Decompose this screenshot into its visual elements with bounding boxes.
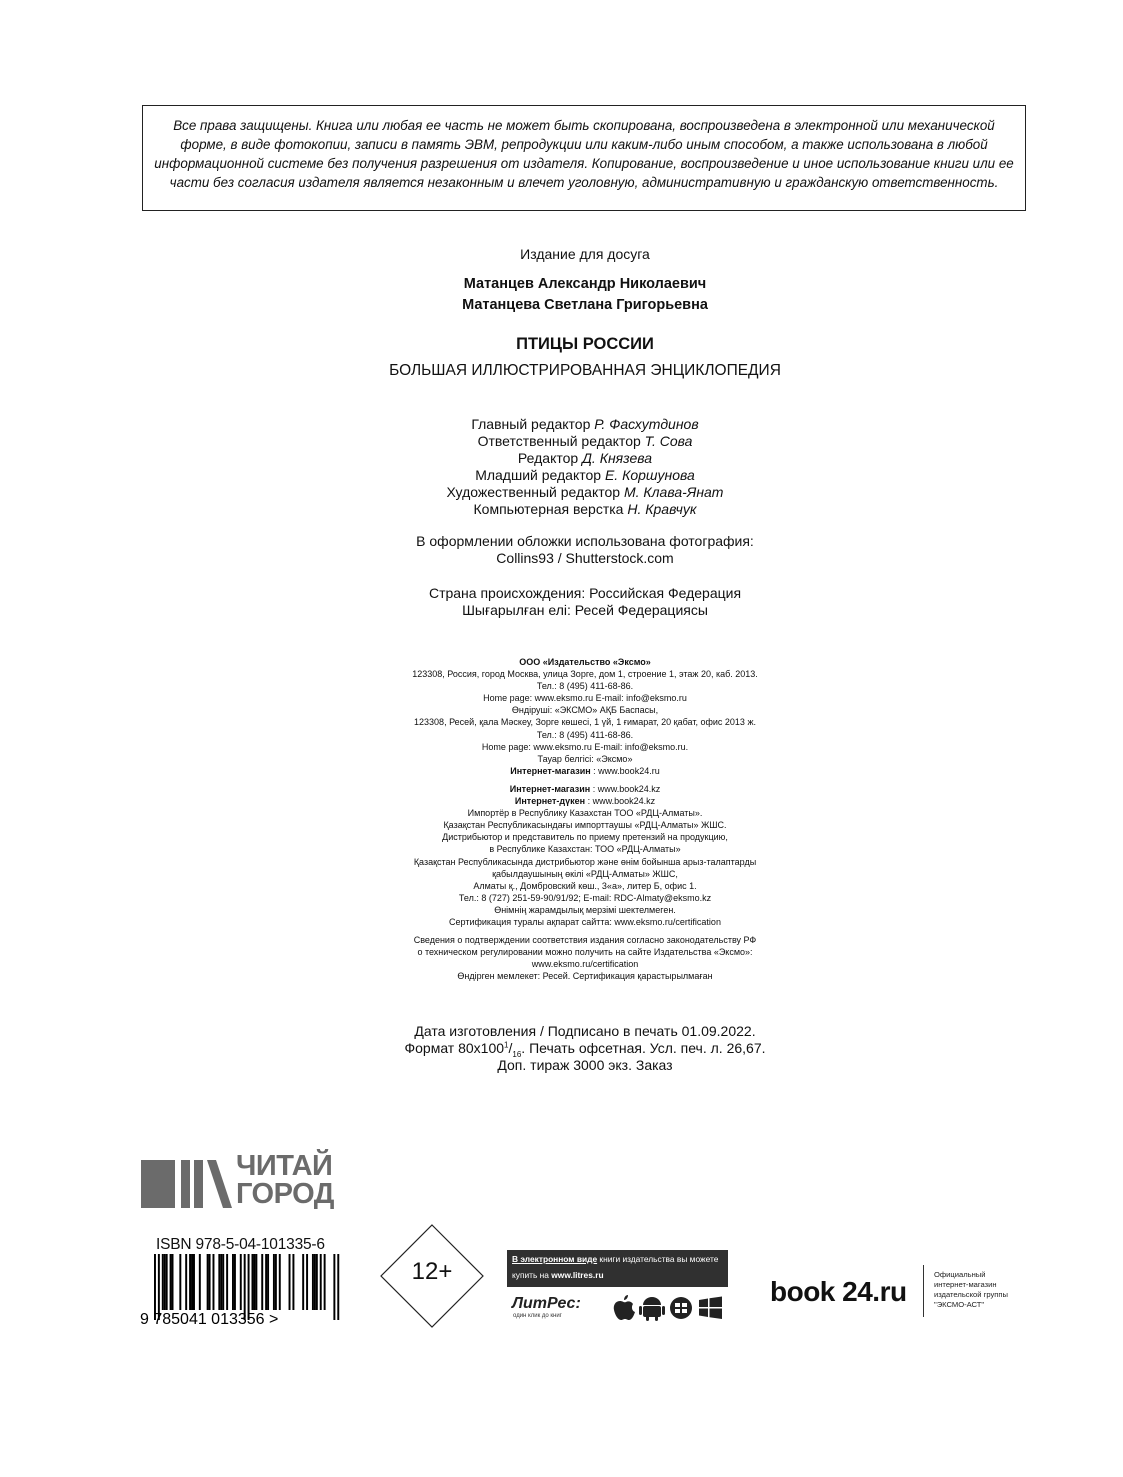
- barcode-bar: [289, 1254, 291, 1310]
- barcode-bar: [220, 1254, 222, 1310]
- barcode-bar: [275, 1254, 277, 1310]
- barcode-bar: [255, 1254, 257, 1310]
- barcode-bar: [222, 1254, 224, 1310]
- barcode-bar: [252, 1254, 254, 1310]
- editor-line: Художественный редактор М. Клава-Янат: [446, 484, 724, 500]
- print-info: Дата изготовления / Подписано в печать 01.09.2022. Формат $80х100^1/_{16}$. Печать офсетная. Усл. печ. л. 26,67. Доп. тираж 3000 экз. Заказ: [404, 1023, 766, 1073]
- age-rating-label: 12+: [411, 1258, 453, 1285]
- barcode-bar: [166, 1254, 168, 1310]
- editor-line: Ответственный редактор Т. Сова: [477, 433, 693, 449]
- barcode-bar: [316, 1254, 318, 1310]
- android-icon: [639, 1297, 665, 1321]
- isbn-label: ISBN 978-5-04-101335-6: [156, 1236, 325, 1253]
- barcode-bar: [162, 1254, 164, 1310]
- litres-logo: ЛитРес:: [512, 1295, 581, 1312]
- country-of-origin: Страна происхождения: Российская Федерация Шығарылған елі: Ресей Федерациясы: [428, 585, 742, 618]
- barcode-bar: [164, 1254, 166, 1310]
- edition-type: Издание для досуга: [520, 246, 650, 262]
- barcode-bar: [185, 1254, 187, 1310]
- barcode-bar: [172, 1254, 174, 1310]
- litres-slogan: один клик до книг: [513, 1313, 562, 1319]
- barcode-bar: [209, 1254, 211, 1310]
- book24-divider: [923, 1265, 924, 1317]
- editor-line: Компьютерная верстка Н. Кравчук: [473, 501, 697, 517]
- editors-list: [0, 416, 1123, 518]
- barcode-bar: [207, 1254, 209, 1310]
- barcode-bar: [324, 1254, 326, 1310]
- barcode-bar: [314, 1254, 316, 1310]
- editor-line: Младший редактор Е. Коршунова: [475, 467, 695, 483]
- barcode-bar: [232, 1254, 234, 1310]
- author-2: Матанцева Светлана Григорьевна: [462, 297, 708, 313]
- barcode-bar: [273, 1254, 275, 1310]
- publisher-info: ООО «Издательство «Эксмо» 123308, Россия, город Москва, улица Зорге, дом 1, строение 1, этаж 20, каб. 2013. Тел.: 8 (495) 411-68-86. Home page: www.eksmo.ru E-mail: info@eksmo.ru Өндіруші: «ЭКСМО» АҚБ Баспасы, 123308, Ресей, қала Мәскеу, Зорге көшесі, 1 үй, 1 ғимарат, 20 қабат, офис 2013 ж. Тел.: 8 (495) 411-68-86. Home page: www.eksmo.ru E-mail: info@eksmo.ru. Тауар белгісі: «Эксмо» Интернет-магазин : www.book24.ru Интернет-магазин : www.book24.kz Интернет-дүкен : www.book24.kz Импортёр в Республику Казахстан ТОО «РДЦ-Алматы». Қазақстан Республикасындағы импорттаушы «РДЦ-Алматы» ЖШС. Дистрибьютор и представитель по приему претензий на продукцию, в Республике Казахстан: ТОО «РДЦ-Алматы» Қазақстан Республикасында дистрибьютор және өнім бойынша арыз-талаптарды қабылдаушының өкілі «РДЦ-Алматы» ЖШС, Алматы қ., Домбровский көш., 3«а», литер Б, офис 1. Тел.: 8 (727) 251-59-90/91/92; E-mail: RDC-Almaty@eksmo.kz Өнімнің жарамдылық мерзімі шектелмеген. Сертификация туралы ақпарат сайтта: www.eksmo.ru/certification Сведения о подтверждении соответствия издания согласно законодательству РФ о техническом регулировании можно получить на сайте Издательства «Эксмо»: www.eksmo.ru/certification Өндірген мемлекет: Ресей. Сертификация қарастырылмаған: [412, 657, 758, 982]
- barcode-bar: [189, 1254, 191, 1310]
- barcode-bar: [292, 1254, 294, 1310]
- barcode-bar: [320, 1254, 322, 1310]
- book-subtitle: БОЛЬШАЯ ИЛЛЮСТРИРОВАННАЯ ЭНЦИКЛОПЕДИЯ: [389, 362, 781, 379]
- apple-icon: [614, 1295, 635, 1320]
- barcode-bar: [279, 1254, 281, 1310]
- barcode-bar: [312, 1254, 314, 1310]
- barcode-bar: [253, 1254, 255, 1310]
- barcode-bar: [191, 1254, 193, 1310]
- barcode-bar: [265, 1254, 267, 1310]
- barcode-bar: [267, 1254, 269, 1310]
- platform-icons: [612, 1292, 724, 1322]
- barcode-digits: 9 785041 013356 >: [140, 1311, 279, 1326]
- barcode-bar: [234, 1254, 236, 1310]
- rights-notice-box: [142, 105, 1026, 211]
- chitai-gorod-wordmark: ЧИТАЙ ГОРОД: [236, 1150, 334, 1210]
- rights-notice-text: Все права защищены. Книга или любая ее часть не может быть скопирована, воспроизведена в электронной или механической форме, в виде фотокопии, записи в память ЭВМ, репродукции или каким-либо иным способом, а также использована в любой информационной системе без получения разрешения от издателя. Копирование, воспроизведение и иное использование книги или ее части без согласия издателя является незаконным и влечет уголовную, административную и гражданскую ответственность.: [154, 118, 1014, 190]
- barcode-bar: [193, 1254, 195, 1310]
- barcode-bar: [213, 1254, 215, 1310]
- barcode-bar: [261, 1254, 263, 1310]
- litres-text-line-2: купить на www.litres.ru: [512, 1270, 604, 1280]
- barcode-bar: [179, 1254, 181, 1310]
- barcode-bar: [218, 1254, 220, 1310]
- book24-description: Официальный интернет-магазин издательской группы "ЭКСМО-АСТ": [934, 1270, 1008, 1309]
- barcode-bar: [170, 1254, 172, 1310]
- barcode-bar: [199, 1254, 201, 1310]
- editor-line: Главный редактор Р. Фасхутдинов: [471, 416, 699, 432]
- cover-photo-credit: В оформлении обложки использована фотография: Collins93 / Shutterstock.com: [416, 533, 754, 566]
- editor-line: Редактор Д. Князева: [517, 450, 653, 466]
- barcode-bar: [333, 1254, 335, 1320]
- litres-text-line-1: В электронном виде книги издательства вы можете: [512, 1254, 719, 1264]
- book-title: ПТИЦЫ РОССИИ: [516, 335, 654, 353]
- barcode-bar: [240, 1254, 242, 1310]
- barcode-bar: [306, 1254, 308, 1310]
- author-1: Матанцев Александр Николаевич: [463, 276, 707, 292]
- barcode-bar: [302, 1254, 304, 1310]
- isbn-barcode: [140, 1254, 360, 1326]
- windows-phone-icon: [670, 1297, 692, 1319]
- barcode-bar: [226, 1254, 228, 1310]
- publisher-name: ООО «Издательство «Эксмо»: [519, 657, 651, 667]
- windows-icon: [699, 1297, 722, 1320]
- barcode-bar: [337, 1254, 339, 1320]
- book24-logo: book 24.ru: [770, 1276, 907, 1307]
